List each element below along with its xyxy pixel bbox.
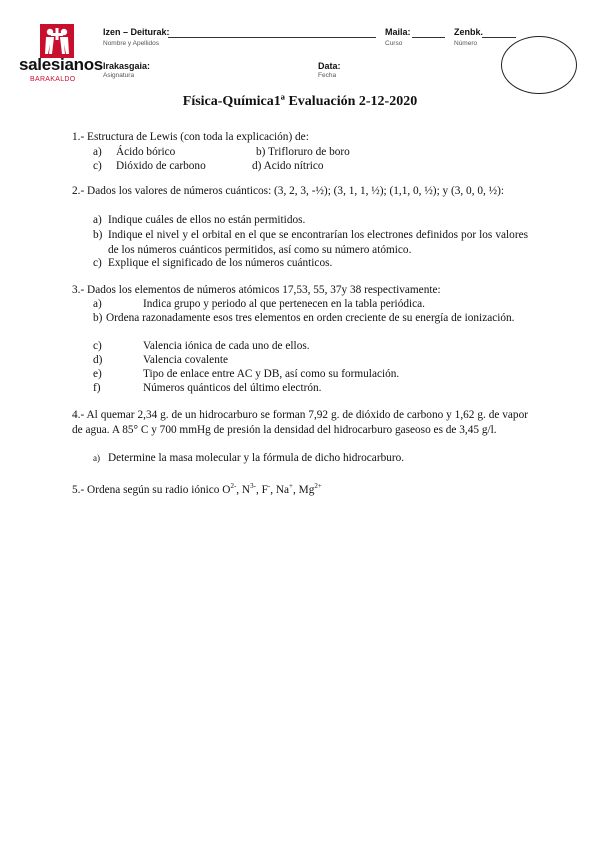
- q3-c-marker: c): [93, 340, 102, 352]
- q1-a-text: Ácido bórico: [116, 146, 176, 158]
- q3-a-text: Indica grupo y periodo al que pertenecen en la tabla periódica.: [143, 298, 425, 310]
- q2-b-text: Indique el nivel y el orbital en el que se encontrarían los electrones definidos por los valores de los números cuánticos permitidos, así como su número atómico.: [108, 229, 528, 256]
- q3-c-text: Valencia iónica de cada uno de ellos.: [143, 340, 310, 352]
- q3-d-text: Valencia covalente: [143, 354, 228, 366]
- date-sublabel: Fecha: [318, 72, 337, 79]
- q1-d-text: d) Acido nítrico: [252, 160, 324, 172]
- q2-c-text: Explique el significado de los números cuánticos.: [108, 257, 333, 269]
- q5-charge-n: 3-: [250, 482, 256, 490]
- q3-e-text: Tipo de enlace entre AC y DB, así como su formulación.: [143, 368, 400, 380]
- q5-ion-na: , Na: [270, 483, 290, 496]
- q4-stem: 4.- Al quemar 2,34 g. de un hidrocarburo se forman 7,92 g. de dióxido de carbono y 1,62 g. de vapor de agua. A 85° C y 700 mmHg de presión la densidad del hidrocarburo gaseoso es de 3,45 g/l.: [72, 409, 528, 436]
- name-sublabel: Nombre y Apellidos: [103, 40, 159, 47]
- q5-charge-mg: 2+: [314, 482, 322, 490]
- q2-stem: 2.- Dados los valores de números cuánticos: (3, 2, 3, -½); (3, 1, 1, ½); (1,1, 0, ½); y (3, 0, 0, ½):: [72, 185, 505, 197]
- q4-a-marker: a): [93, 453, 100, 463]
- q1-c-marker: c): [93, 160, 102, 172]
- q2-a-text: Indique cuáles de ellos no están permitidos.: [108, 214, 306, 226]
- q4-a-text: Determine la masa molecular y la fórmula de dicho hidrocarburo.: [108, 452, 405, 464]
- number-line[interactable]: [482, 37, 516, 38]
- date-label: Data:: [318, 61, 341, 71]
- q3-d-marker: d): [93, 354, 103, 366]
- q5-charge-na: +: [289, 482, 293, 490]
- name-line[interactable]: [168, 37, 376, 38]
- q5-ion-mg: , Mg: [293, 483, 315, 496]
- q2-c-marker: c): [93, 257, 102, 269]
- q2-b-marker: b): [93, 229, 103, 241]
- subject-label: Irakasgaia:: [103, 61, 151, 71]
- course-label: Maila:: [385, 27, 411, 37]
- q3-e-marker: e): [93, 368, 102, 380]
- salesianos-logo-icon: [40, 24, 74, 58]
- logo-subtitle: BARAKALDO: [30, 76, 76, 83]
- q3-b-text: Ordena razonadamente esos tres elementos en orden creciente de su energía de ionización.: [106, 312, 515, 324]
- q2-a-marker: a): [93, 214, 102, 226]
- q3-f-text: Números quánticos del último electrón.: [143, 382, 322, 394]
- q5-text: [72, 479, 322, 497]
- q3-a-marker: a): [93, 298, 102, 310]
- q5-charge-f: -: [267, 482, 271, 490]
- q5-ion-f: , F: [255, 483, 268, 496]
- q5-stem: 5.- Ordena según su radio iónico O: [72, 483, 231, 496]
- q1-b-text: b) Trifloruro de boro: [256, 146, 350, 158]
- course-sublabel: Curso: [385, 40, 403, 47]
- q5-charge-o: 2-: [230, 482, 237, 490]
- grade-circle[interactable]: [501, 36, 577, 94]
- course-line[interactable]: [412, 37, 445, 38]
- exam-title: Física-Química1ª Evaluación 2-12-2020: [182, 94, 418, 109]
- subject-sublabel: Asignatura: [103, 72, 135, 79]
- number-sublabel: Número: [454, 40, 478, 47]
- number-label: Zenbk.: [454, 27, 484, 37]
- logo-wordmark: salesianos: [19, 55, 103, 74]
- q5-ion-n: , N: [236, 483, 251, 496]
- q3-f-marker: f): [93, 382, 101, 394]
- name-label: Izen – Deiturak:: [103, 27, 170, 37]
- q3-b-marker: b): [93, 312, 103, 324]
- q3-stem: 3.- Dados los elementos de números atómicos 17,53, 55, 37y 38 respectivamente:: [72, 284, 441, 296]
- q1-a-marker: a): [93, 146, 102, 158]
- q1-stem: 1.- Estructura de Lewis (con toda la explicación) de:: [72, 131, 309, 143]
- q1-c-text: Dióxido de carbono: [116, 160, 206, 172]
